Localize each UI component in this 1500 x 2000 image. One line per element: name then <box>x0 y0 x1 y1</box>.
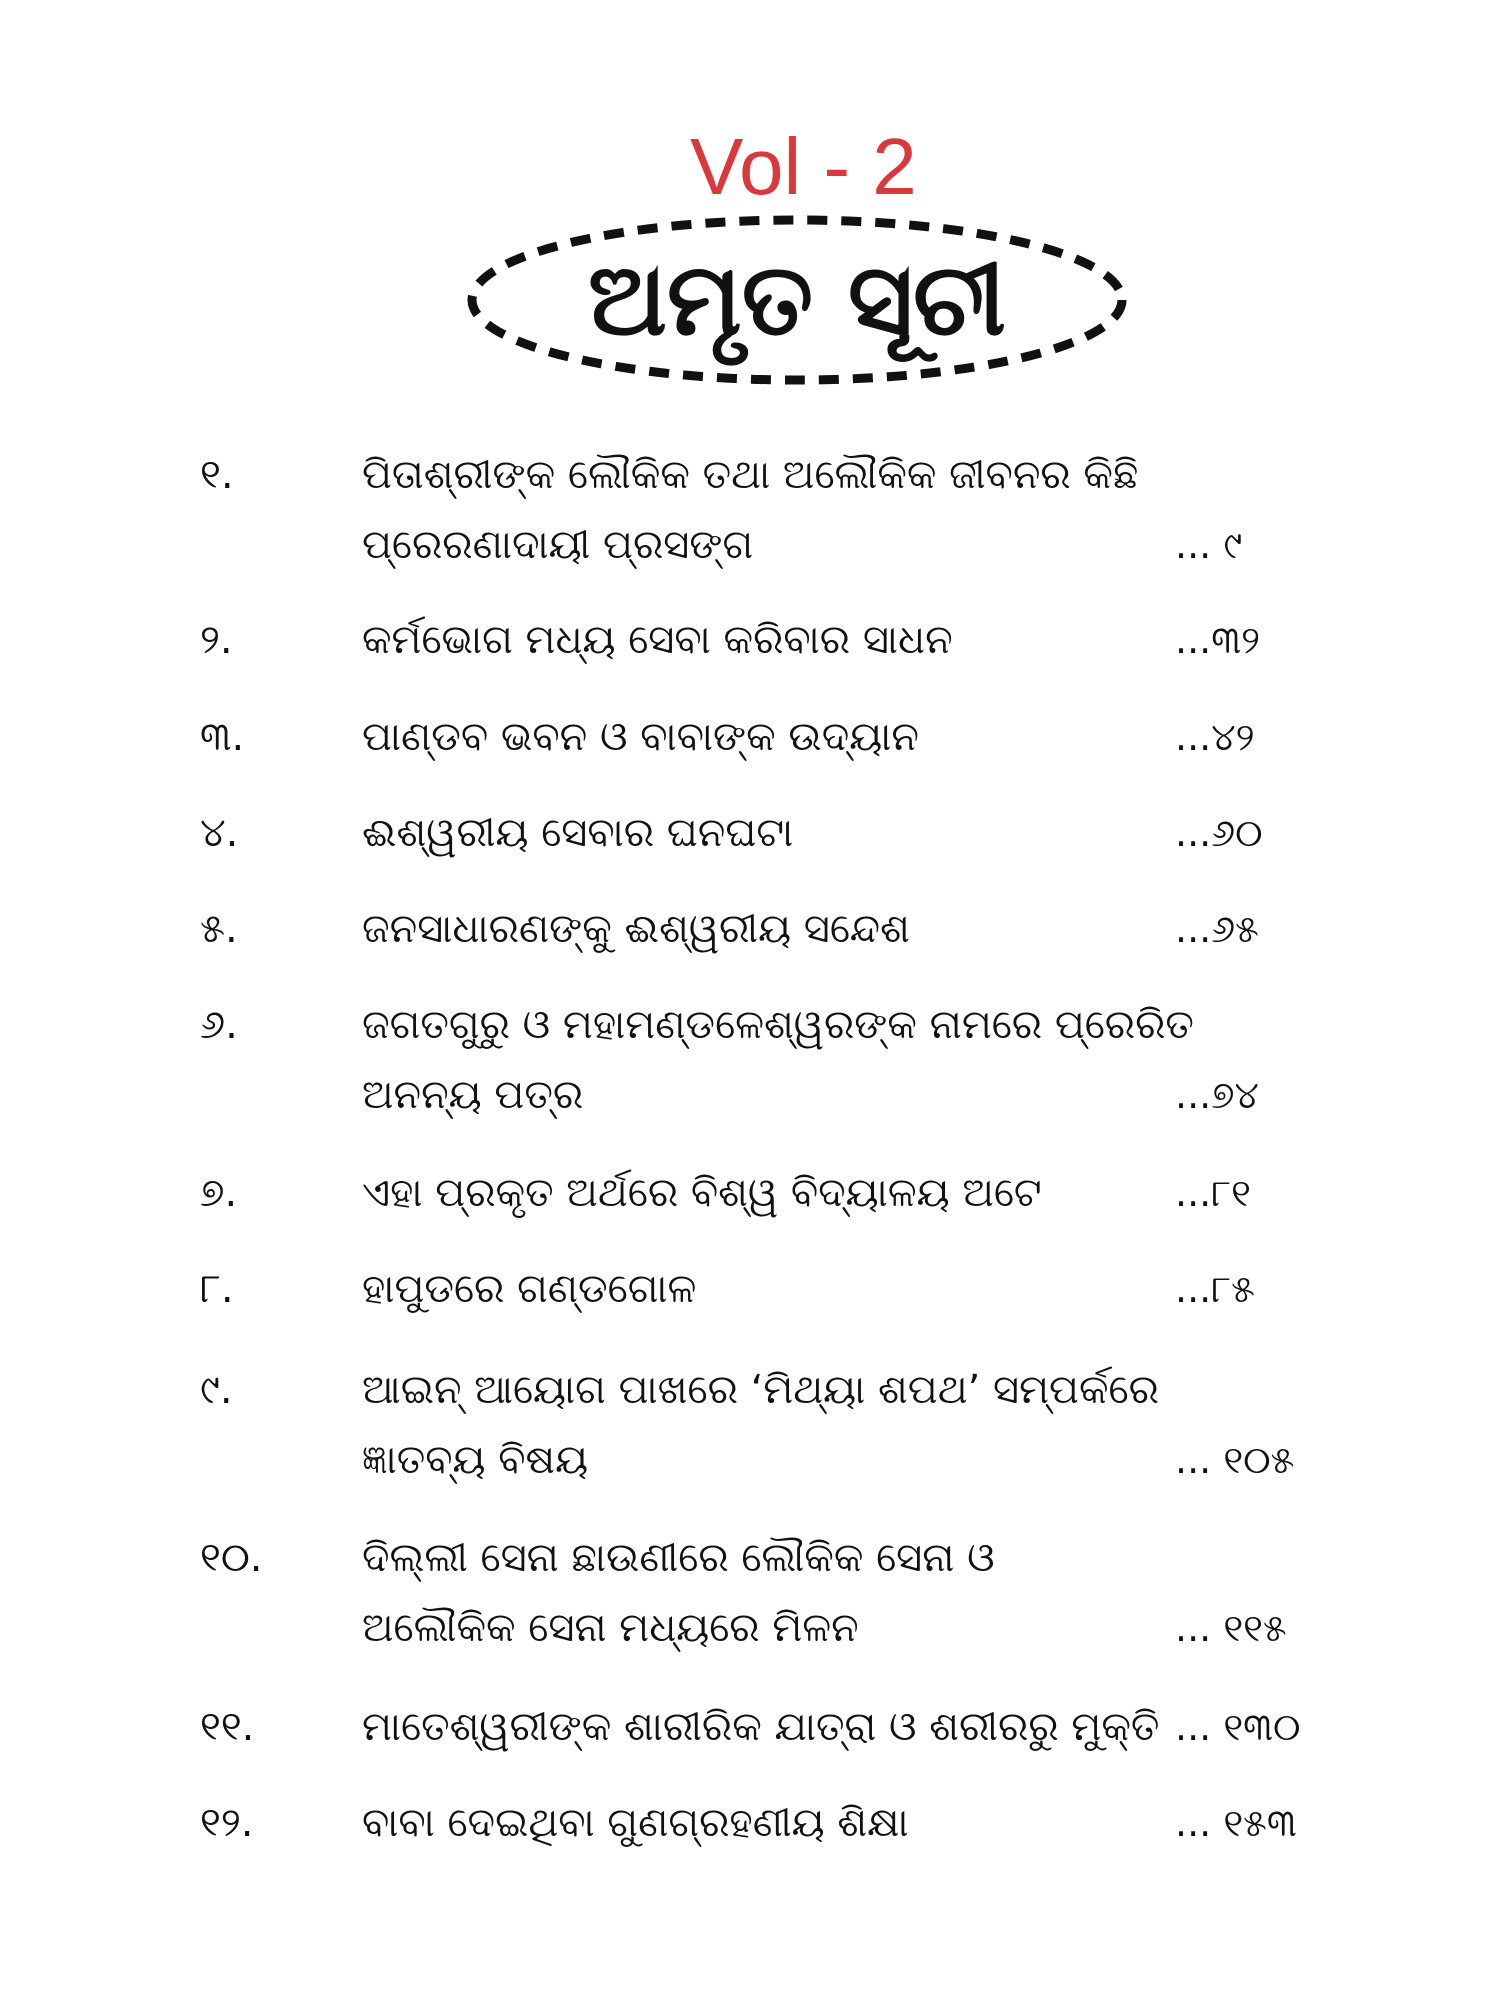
entry-page-number: ... ୧୩୦ <box>1175 1705 1301 1749</box>
entry-page-number: ...୭୪ <box>1175 1073 1259 1117</box>
entry-page-number: ... ୯ <box>1175 523 1243 567</box>
entry-page-number: ... ୧୦୫ <box>1175 1438 1295 1482</box>
entry-page-number: ...୮୧ <box>1175 1171 1251 1215</box>
entry-page-number: ...୩୨ <box>1175 618 1261 662</box>
entry-number: ୭. <box>200 1170 238 1216</box>
page-title: ଅମୃତ ସୂଚୀ <box>588 241 1006 358</box>
entry-title-line: ଜ୍ଞାତବ୍ୟ ବିଷୟ <box>362 1437 589 1483</box>
entry-number: ୯. <box>200 1367 233 1413</box>
entry-page-number: ...୮୫ <box>1175 1267 1255 1311</box>
entry-number: ୧୧. <box>200 1704 255 1750</box>
entry-title-line: ଈଶ୍ୱରୀୟ ସେବାର ଘନଘଟା <box>362 810 794 856</box>
entry-page-number: ...୬୫ <box>1175 907 1259 951</box>
entry-title-line: ଅଲୌକିକ ସେନା ମଧ୍ୟରେ ମିଳନ <box>362 1605 859 1651</box>
entry-page-number: ...୪୨ <box>1175 715 1255 759</box>
entry-page-number: ... ୧୧୫ <box>1175 1606 1287 1650</box>
entry-title-line: ହାପୁଡରେ ଗଣ୍ଡଗୋଳ <box>362 1266 697 1312</box>
volume-label: Vol - 2 <box>690 122 917 211</box>
entry-title-line: ଜନସାଧାରଣଙ୍କୁ ଈଶ୍ୱରୀୟ ସନ୍ଦେଶ <box>362 906 910 952</box>
entry-title-line: ଜଗତଗୁରୁ ଓ ମହାମଣ୍ଡଳେଶ୍ୱରଙ୍କ ନାମରେ ପ୍ରେରିତ <box>362 1002 1194 1048</box>
entry-title-line: ବାବା ଦେଇଥିବା ଗୁଣଗ୍ରହଣୀୟ ଶିକ୍ଷା <box>362 1800 909 1846</box>
entry-number: ୨. <box>200 617 233 663</box>
entry-title-line: ପାଣ୍ଡବ ଭବନ ଓ ବାବାଙ୍କ ଉଦ୍ୟାନ <box>362 714 919 760</box>
entry-title-line: ଅନନ୍ୟ ପତ୍ର <box>362 1072 584 1118</box>
entry-number: ୧. <box>200 452 234 498</box>
entry-number: ୮. <box>200 1266 234 1312</box>
entry-title-line: ଦିଲ୍ଲୀ ସେନା ଛାଉଣୀରେ ଲୌକିକ ସେନା ଓ <box>362 1535 995 1581</box>
entry-number: ୬. <box>200 1002 238 1048</box>
entry-title-line: କର୍ମଭୋଗ ମଧ୍ୟ ସେବା କରିବାର ସାଧନ <box>362 617 953 663</box>
entry-title-line: ଆଇନ୍ ଆୟୋଗ ପାଖରେ ‘ମିଥ୍ୟା ଶପଥ’ ସମ୍ପର୍କରେ <box>362 1367 1159 1413</box>
entry-page-number: ... ୧୫୩ <box>1175 1801 1297 1845</box>
entry-number: ୪. <box>200 810 239 856</box>
entry-title-line: ଏହା ପ୍ରକୃତ ଅର୍ଥରେ ବିଶ୍ୱ ବିଦ୍ୟାଳୟ ଅଟେ <box>362 1170 1042 1216</box>
entry-number: ୧୨. <box>200 1800 254 1846</box>
entry-title-line: ପ୍ରେରଣାଦାୟୀ ପ୍ରସଙ୍ଗ <box>362 522 754 568</box>
entry-number: ୫. <box>200 906 238 952</box>
entry-title-line: ମାତେଶ୍ୱରୀଙ୍କ ଶାରୀରିକ ଯାତ୍ରା ଓ ଶରୀରରୁ ମୁକ୍ତି <box>362 1704 1160 1750</box>
entry-title-line: ପିତାଶ୍ରୀଙ୍କ ଲୌକିକ ତଥା ଅଲୌକିକ ଜୀବନର କିଛି <box>362 452 1139 498</box>
entry-number: ୩. <box>200 714 245 760</box>
entry-number: ୧୦. <box>200 1535 263 1581</box>
entry-page-number: ...୬୦ <box>1175 811 1263 855</box>
